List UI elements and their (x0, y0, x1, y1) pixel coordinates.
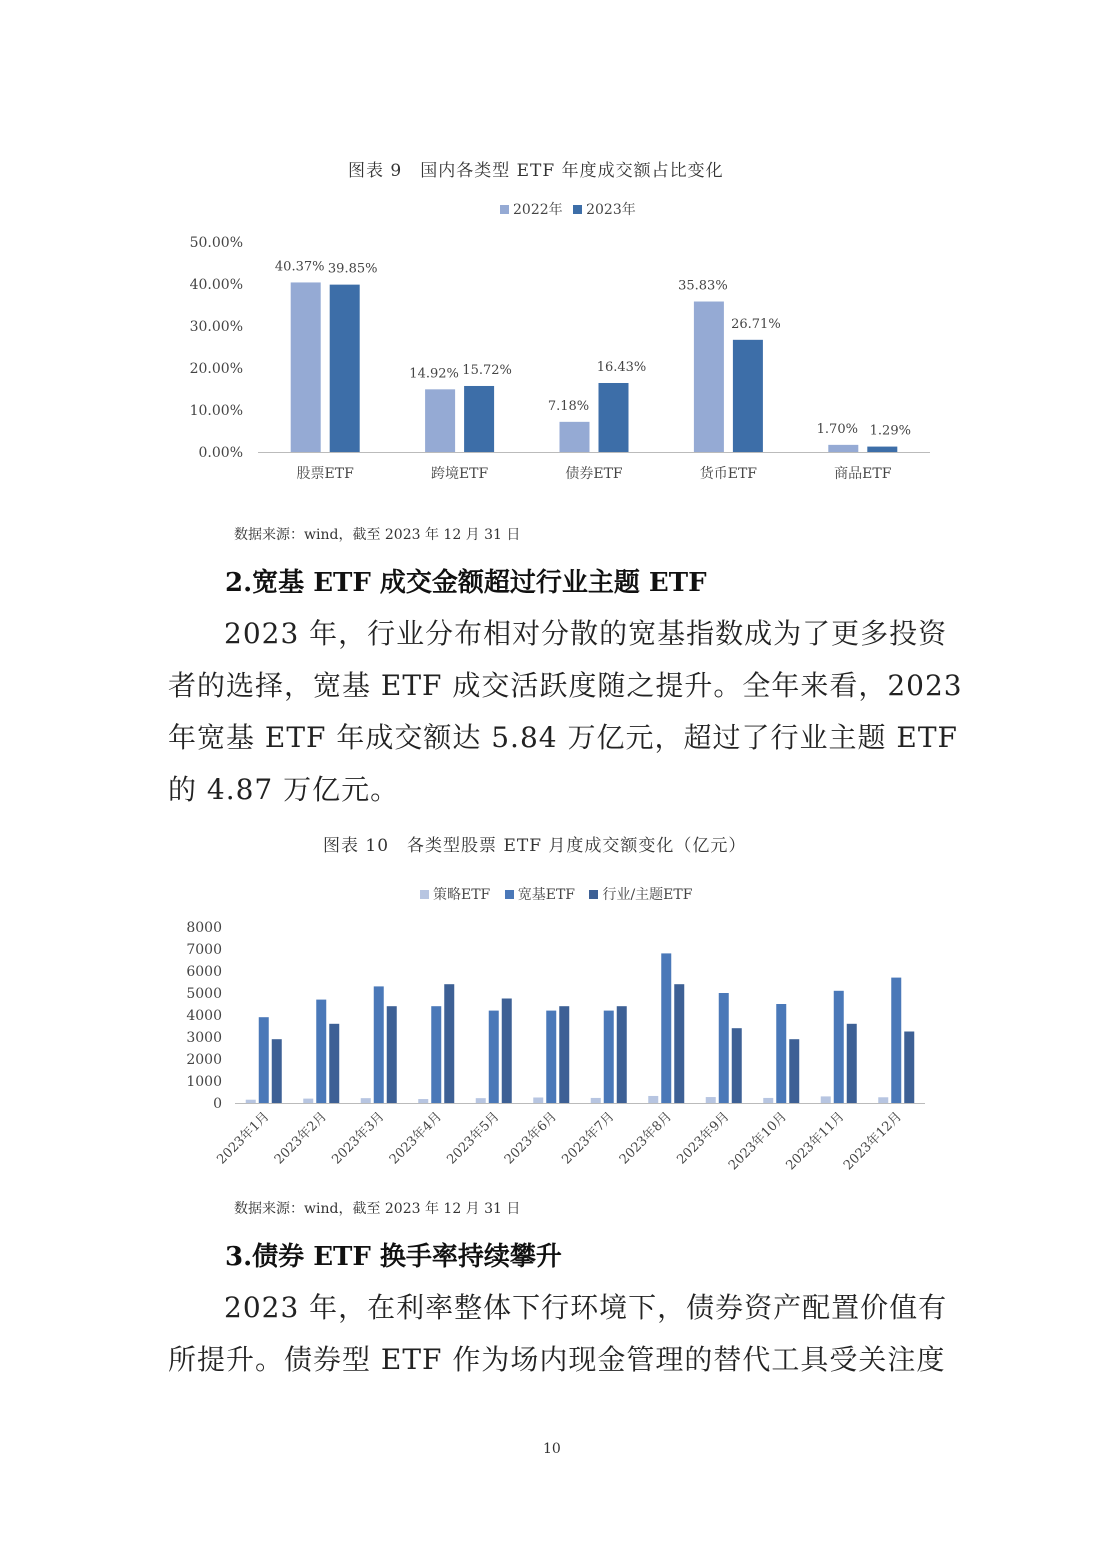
figure9-bar (867, 447, 897, 452)
figure10-ytick: 3000 (186, 1030, 222, 1046)
figure9-data-label: 26.71% (731, 316, 781, 332)
figure10-bar (834, 991, 844, 1103)
figure10-bar (246, 1100, 256, 1103)
figure10-bar (878, 1097, 888, 1103)
figure10-bar (706, 1097, 716, 1103)
figure10-category-label: 2023年4月 (386, 1109, 446, 1168)
figure9-caption: 图表 9 国内各类型 ETF 年度成交额占比变化 (348, 161, 724, 181)
figure9-category-label: 货币ETF (699, 466, 758, 482)
figure10-category-label: 2023年12月 (840, 1109, 906, 1174)
figure9-ytick: 10.00% (189, 403, 243, 419)
figure10-category-label: 2023年3月 (329, 1109, 388, 1168)
legend-label-2023: 2023年 (586, 202, 636, 218)
legend-swatch-strategy (420, 890, 429, 899)
section2-line-4: 的 4.87 万亿元。 (168, 773, 400, 806)
figure9-category-label: 跨境ETF (430, 466, 489, 482)
figure10-legend (420, 884, 692, 904)
figure10-ytick: 5000 (186, 986, 222, 1002)
figure10-bar (316, 1000, 326, 1103)
legend-label-broad: 宽基ETF (517, 887, 576, 903)
figure10-bar (763, 1098, 773, 1103)
figure10-chart (160, 910, 940, 1190)
figure9-source: 数据来源：wind，截至 2023 年 12 月 31 日 (234, 527, 521, 543)
figure10-ytick: 1000 (186, 1074, 222, 1090)
section2-line-1: 2023 年，行业分布相对分散的宽基指数成为了更多投资 (224, 617, 948, 650)
figure10-bar (361, 1098, 371, 1103)
figure9-data-label: 15.72% (462, 362, 512, 378)
figure9-bar (464, 386, 494, 452)
figure10-bar (661, 953, 671, 1103)
figure10-bar (559, 1006, 569, 1103)
figure10-ytick: 7000 (186, 942, 222, 958)
figure9-ytick: 20.00% (189, 361, 243, 377)
figure10-caption: 图表 10 各类型股票 ETF 月度成交额变化（亿元） (323, 836, 747, 856)
figure9-data-label: 7.18% (547, 398, 590, 414)
figure9-data-label: 39.85% (327, 261, 378, 277)
figure9-bar (560, 422, 590, 452)
figure10-bar (489, 1011, 499, 1103)
figure10-bar (719, 993, 729, 1103)
figure10-bar (476, 1098, 486, 1103)
figure10-bar (904, 1032, 914, 1104)
figure9-bar (425, 389, 455, 452)
figure10-category-label: 2023年9月 (674, 1109, 733, 1168)
section2-line-2: 者的选择，宽基 ETF 成交活跃度随之提升。全年来看，2023 (168, 669, 963, 702)
legend-industry (589, 887, 692, 903)
page-number: 10 (543, 1441, 561, 1457)
figure9-data-label: 1.29% (869, 423, 911, 439)
figure10-ytick: 6000 (186, 964, 222, 980)
figure10-bar (847, 1024, 857, 1103)
figure10-bar (387, 1006, 397, 1103)
figure10-category-label: 2023年5月 (444, 1109, 503, 1168)
figure10-bar (546, 1011, 556, 1103)
figure9-bar (733, 340, 763, 452)
figure10-bar (259, 1017, 269, 1103)
figure9-bar (599, 383, 629, 452)
figure9-category-label: 商品ETF (834, 466, 892, 482)
figure10-ytick: 0 (213, 1096, 222, 1112)
legend-2022 (500, 202, 563, 218)
figure9-data-label: 35.83% (678, 278, 728, 294)
figure9-bar (291, 282, 321, 452)
section2-line-3: 年宽基 ETF 年成交额达 5.84 万亿元，超过了行业主题 ETF (168, 721, 958, 754)
figure9-ytick: 50.00% (189, 235, 243, 251)
section3-line-2: 所提升。债券型 ETF 作为场内现金管理的替代工具受关注度 (168, 1343, 946, 1376)
figure9-ytick: 0.00% (198, 445, 243, 461)
figure9-chart (180, 225, 950, 490)
figure10-bar (732, 1028, 742, 1103)
legend-2023 (573, 202, 636, 218)
figure10-category-label: 2023年11月 (783, 1109, 848, 1174)
section3-line-1: 2023 年，在利率整体下行环境下，债券资产配置价值有 (224, 1291, 948, 1324)
legend-swatch-2022 (500, 205, 509, 214)
figure10-bar (776, 1004, 786, 1103)
figure10-category-label: 2023年10月 (725, 1109, 791, 1174)
legend-label-2022: 2022年 (513, 202, 563, 218)
figure10-bar (431, 1006, 441, 1103)
legend-strategy (420, 887, 490, 903)
legend-swatch-broad (505, 890, 514, 899)
legend-swatch-2023 (573, 205, 582, 214)
figure9-bar (330, 285, 360, 452)
figure9-ytick: 30.00% (189, 319, 243, 335)
figure10-ytick: 4000 (186, 1008, 222, 1024)
figure9-data-label: 1.70% (816, 421, 858, 437)
figure10-source: 数据来源：wind，截至 2023 年 12 月 31 日 (234, 1201, 521, 1217)
legend-swatch-industry (589, 890, 598, 899)
legend-label-industry: 行业/主题ETF (602, 887, 693, 903)
section3-heading: 3.债券 ETF 换手率持续攀升 (225, 1242, 562, 1272)
section2-heading: 2.宽基 ETF 成交金额超过行业主题 ETF (225, 568, 707, 598)
figure10-category-label: 2023年1月 (214, 1109, 273, 1168)
figure9-bar (828, 445, 858, 452)
figure10-ytick: 8000 (186, 920, 222, 936)
figure10-ytick: 2000 (186, 1052, 222, 1068)
figure10-category-label: 2023年7月 (559, 1109, 618, 1168)
figure10-bar (272, 1039, 282, 1103)
figure10-category-label: 2023年2月 (271, 1109, 331, 1168)
figure10-bar (591, 1098, 601, 1103)
figure10-bar (303, 1099, 313, 1103)
figure10-bar (329, 1024, 339, 1103)
figure10-bar (533, 1098, 543, 1104)
figure9-category-label: 债券ETF (565, 466, 623, 482)
figure9-data-label: 16.43% (596, 359, 647, 375)
figure9-bar (694, 302, 724, 452)
figure9-ytick: 40.00% (189, 277, 243, 293)
figure10-bar (374, 986, 384, 1103)
legend-broad (505, 887, 575, 903)
figure10-category-label: 2023年8月 (616, 1109, 676, 1168)
figure10-bar (444, 984, 454, 1103)
figure10-bar (617, 1006, 627, 1103)
figure9-legend (500, 199, 636, 219)
figure10-bar (502, 999, 512, 1104)
figure10-bar (604, 1011, 614, 1103)
figure10-bar (418, 1099, 428, 1103)
figure9-data-label: 14.92% (409, 366, 459, 382)
legend-label-strategy: 策略ETF (433, 887, 491, 903)
figure10-category-label: 2023年6月 (501, 1109, 561, 1168)
figure10-bar (674, 984, 684, 1103)
figure10-bar (821, 1096, 831, 1103)
figure10-bar (648, 1096, 658, 1103)
figure9-category-label: 股票ETF (296, 466, 354, 482)
figure10-bar (789, 1039, 799, 1103)
figure10-bar (891, 978, 901, 1103)
figure9-data-label: 40.37% (274, 259, 325, 275)
